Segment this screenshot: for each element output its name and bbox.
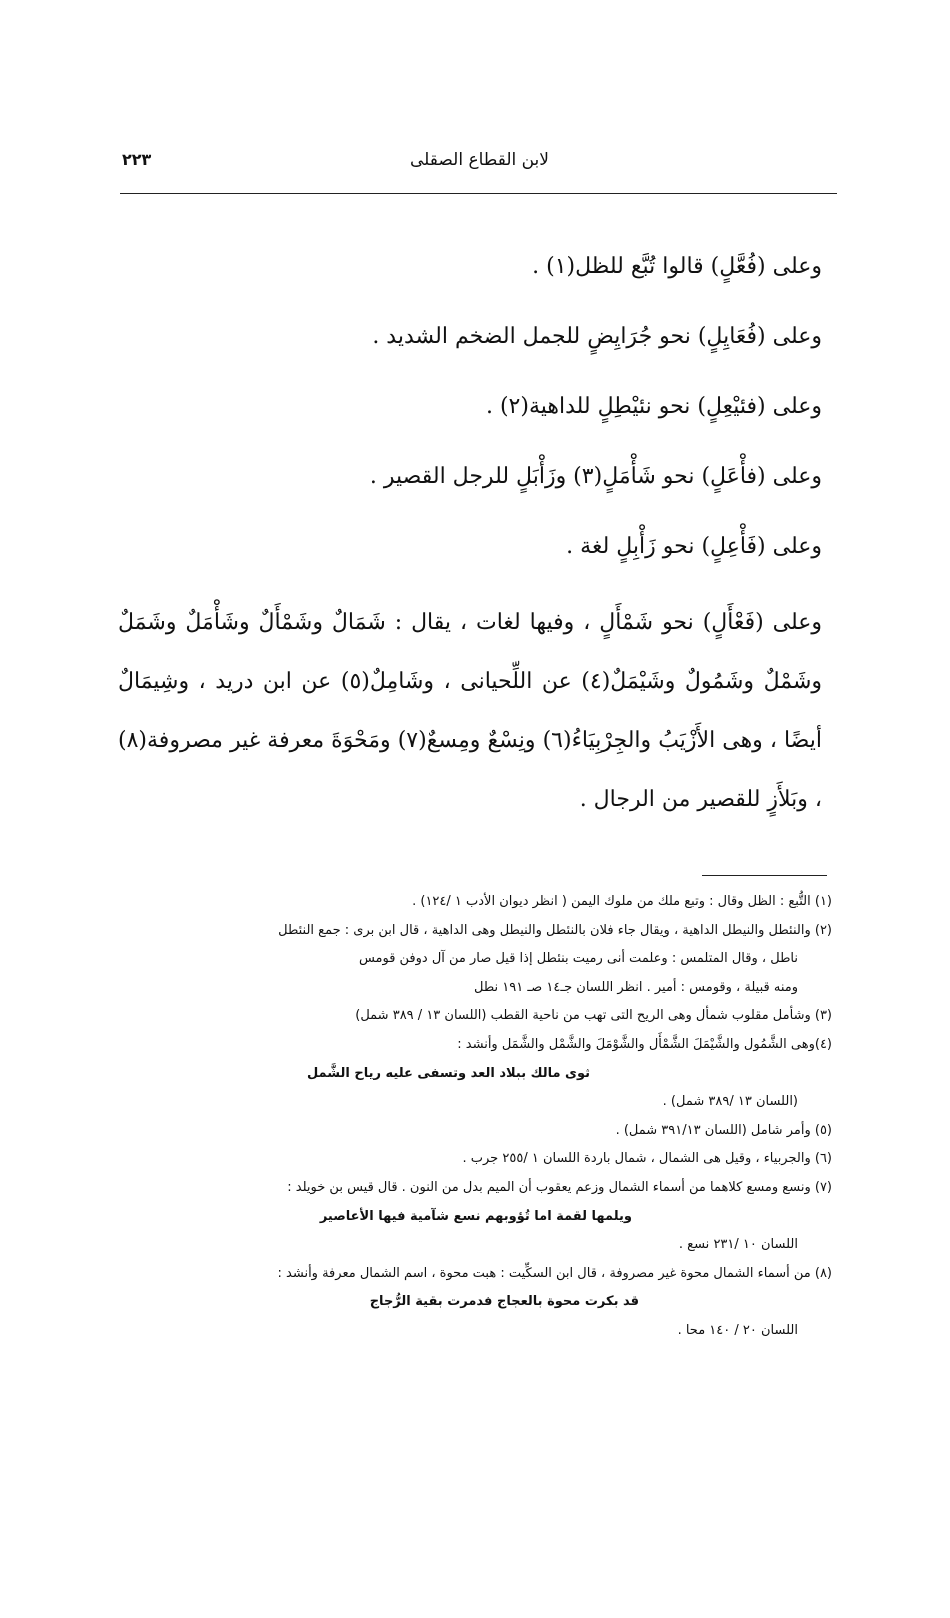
footnote-7-verse: ويلمها لقمة اما تُؤوبهم نسع شآمية فيها الأعاصير (319, 1208, 632, 1224)
footnote-5: (٥) وأمر شامل (اللسان ٣٩١/١٣ شمل) . (615, 1122, 832, 1138)
footnote-2-source: ومنه قبيلة ، وقومس : أمير . انظر اللسان جـ١٤ صـ ١٩١ نطل (474, 979, 798, 995)
footnote-8: (٨) من أسماء الشمال محوة غير مصروفة ، قال ابن السكِّيت : هبت محوة ، اسم الشمال معرفة وأنشد : (277, 1265, 832, 1281)
header-rule (120, 193, 837, 194)
footnote-8-source: اللسان ٢٠ / ١٤٠ محا . (677, 1322, 798, 1338)
footnote-rule (702, 875, 827, 876)
footnote-4-verse: ثوى مالك ببلاد العد وتسفى عليه رياح الشَّمل (306, 1065, 590, 1081)
footnote-8-verse: قد بكرت محوة بالعجاج فدمرت بقية الرُّجاج (369, 1294, 639, 1310)
footnote-7-source: اللسان ١٠ /٢٣١ نسع . (678, 1237, 798, 1253)
footnote-7: (٧) ونسع ومسع كلاهما من أسماء الشمال وزعم يعقوب أن الميم بدل من النون . قال قيس بن خويلد : (287, 1179, 832, 1195)
text-line-4: وعلى (فأْعَلٍ) نحو شَأْمَلٍ(٣) وزَأْبَلٍ للرجل القصير . (369, 464, 822, 489)
main-paragraph: وعلى (فَعْأَلٍ) نحو شَمْأَلٍ ، وفيها لغات ، يقال : شَمَالٌ وشَمْأَلٌ وشَأْمَلٌ وشَمَلٌ وشَمْلٌ وشَمُولٌ وشَيْمَلٌ(٤) عن اللِّحيانى ، وشَامِلٌ(٥) عن ابن دريد ، وشِيمَالٌ أيضًا ، وهى الأَزْيَبُ والجِرْبِيَاءُ(٦) ونِسْعٌ ومِسعٌ(٧) ومَحْوَةَ معرفة غير مصروفة(٨) ، وبَلأَزٍ للقصير من الرجال . (118, 610, 823, 812)
text-line-5: وعلى (فَأْعِلٍ) نحو زَأْبِلٍ لغة . (566, 534, 822, 559)
text-line-3: وعلى (فئيْعِلٍ) نحو نئيْطِلٍ للداهية(٢) . (485, 394, 822, 419)
footnote-6: (٦) والجربياء ، وقيل هى الشمال ، شمال باردة اللسان ١ /٢٥٥ جرب . (462, 1151, 832, 1167)
footnotes (120, 888, 832, 1346)
running-title: لابن القطاع الصقلى (410, 150, 549, 170)
main-text (118, 232, 822, 829)
footnote-2: (٢) والنئطل والنيطل الداهية ، ويقال جاء فلان بالنئطل والنيطل وهى الداهية ، قال ابن برى : جمع النئطل (278, 922, 832, 938)
footnote-4-source: (اللسان ١٣ /٣٨٩ شمل) . (662, 1094, 798, 1110)
text-line-2: وعلى (فُعَايِلٍ) نحو جُرَايِضٍ للجمل الضخم الشديد . (372, 324, 822, 349)
footnote-3: (٣) وشأمل مقلوب شمأل وهى الريح التى تهب من ناحية القطب (اللسان ١٣ / ٣٨٩ شمل) (355, 1008, 832, 1024)
text-line-1: وعلى (فُعَّلٍ) قالوا تُبَّع للظل(١) . (532, 254, 822, 279)
footnote-4: (٤)وهى الشَّمُول والشَّيْمَلَ الشَّمْأَل والشَّوْمَلَ والشَّمْل والشَّمَل وأنشد : (457, 1036, 832, 1052)
page-header (122, 150, 837, 188)
footnote-1: (١) التُّبع : الظل وقال : وتبع ملك من ملوك اليمن ( انظر ديوان الأدب ١ /١٢٤) . (412, 894, 832, 909)
footnote-2-verse: ناطل ، وقال المتلمس : وعلمت أنى رميت بنئطل إذا قيل صار من آل دوفن قومس (358, 951, 798, 967)
page-number: ٢٢٣ (122, 150, 152, 169)
